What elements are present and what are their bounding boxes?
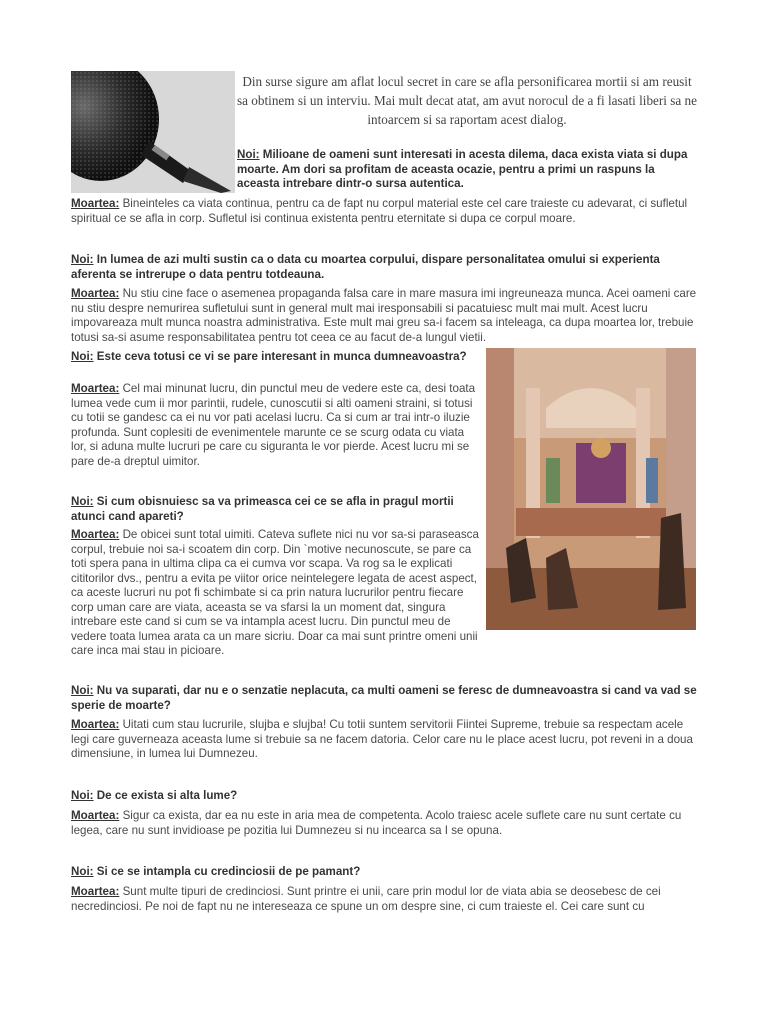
noi-label: Noi: (237, 148, 260, 161)
noi-label: Noi: (71, 865, 94, 878)
question-text: Si cum obisnuiesc sa va primeasca cei ce se afla in pragul mortii atunci cand apareti? (71, 495, 454, 523)
answer-1 (71, 197, 701, 226)
question-7 (71, 865, 701, 880)
moartea-label: Moartea: (71, 382, 120, 395)
answer-text: De obicei sunt total uimiti. Cateva suflete nici nu vor sa-si paraseasca corpul, trebuie noi sa-i scoatem din corp. Din `motive necunoscute, se pare ca toti spera pana in ultima clipa ca ei cumva vor scapa. Va rog sa le explicati cititorilor dvs., pentru a evita pe viitor orice neintelegere legata de acest aspect, ca aceste lucruri nu pot fi schimbate si ca prin natura lucrurilor pentru fiecare corp uman care are viata, aceasta se va sfarsi la un moment dat, singura intrebare este cand si cum se va intampla acest lucru. Din punctul meu de vedere toata lumea arata ca un mare sicriu. Doar ca mai sunt printre omeni unii care inca mai stau in picioare. (71, 528, 479, 657)
answer-text: Bineinteles ca viata continua, pentru ca de fapt nu corpul material este cel care traieste cu adevarat, ci sufletul spiritual ce se afla in corp. Sufletul isi continua existenta pentru eternitate si dupa ce corpul moare. (71, 197, 688, 225)
moartea-label: Moartea: (71, 287, 120, 300)
answer-text: Cel mai minunat lucru, din punctul meu de vedere este ca, desi toata lumea vede cum ii mor parintii, rudele, cunoscutii si alti oameni straini, si totusi cu totii se gandesc ca ei nu vor pati acelasi lucru. Ca si cum ar trai intr-o iluzie profunda. Sunt coplesiti de evenimentele marunte ce se scurg odata cu viata lor, si aduna multe lucruri pe care cu siguranta le vor pierde. Acest lucru mi se pare de-a dreptul uimitor. (71, 382, 476, 468)
noi-label: Noi: (71, 789, 94, 802)
noi-label: Noi: (71, 684, 94, 697)
moartea-label: Moartea: (71, 809, 120, 822)
answer-text: Uitati cum stau lucrurile, slujba e slujba! Cu totii suntem servitorii Fiintei Supreme, trebuie sa respectam acele legi care guverneaza aceasta lume si trebuie sa ne facem datoria. Celor care nu le place acest lucru, pot reveni in a doua dimensiune, in lumea lui Dumnezeu. (71, 718, 693, 760)
question-4 (71, 495, 481, 524)
painting-image (486, 348, 696, 630)
answer-7 (71, 885, 701, 914)
question-5 (71, 684, 701, 713)
question-1 (237, 148, 699, 192)
question-6 (71, 789, 701, 804)
answer-6 (71, 809, 701, 838)
question-text: Este ceva totusi ce vi se pare interesant in munca dumneavoastra? (96, 350, 467, 363)
temple-painting (486, 348, 696, 630)
moartea-label: Moartea: (71, 197, 120, 210)
question-text: Milioane de oameni sunt interesati in acesta dilema, daca exista viata si dupa moarte. Am dori sa profitam de aceasta ocazie, pentru a primi un raspuns la aceasta intrebare dintr-o sursa autentica. (237, 148, 688, 190)
moartea-label: Moartea: (71, 718, 120, 731)
question-3 (71, 350, 481, 365)
intro-paragraph: Din surse sigure am aflat locul secret in care se afla personificarea mortii si am reusit sa obtinem si un interviu. Mai mult decat atat, am avut norocul de a fi lasati liberi sa ne intoarcem si sa raportam acest dialog. (237, 74, 697, 127)
noi-label: Noi: (71, 350, 94, 363)
question-text: Nu va suparati, dar nu e o senzatie neplacuta, ca multi oameni se feresc de dumneavoastra si cand va vad se sperie de moarte? (71, 684, 697, 712)
answer-2 (71, 287, 701, 345)
microphone-icon (71, 71, 235, 193)
question-text: Si ce se intampla cu credinciosii de pe pamant? (96, 865, 361, 878)
answer-4 (71, 528, 483, 659)
moartea-label: Moartea: (71, 885, 120, 898)
answer-text: Sigur ca exista, dar ea nu este in aria mea de competenta. Acolo traiesc acele suflete care nu sunt certate cu legea, care nu sunt invidioase pe pozitia lui Dumnezeu si nu incearca sa I se opuna. (71, 809, 682, 837)
answer-text: Sunt multe tipuri de credinciosi. Sunt printre ei unii, care prin modul lor de viata abia se deosebesc de cei necredinciosi. Pe noi de fapt nu ne intereseaza ce spune un om despre sine, ci cum traieste el. Cei care sunt cu (71, 885, 661, 913)
moartea-label: Moartea: (71, 528, 120, 541)
answer-5 (71, 718, 701, 762)
question-2 (71, 253, 701, 282)
noi-label: Noi: (71, 253, 94, 266)
question-text: De ce exista si alta lume? (96, 789, 238, 802)
answer-3 (71, 382, 481, 469)
noi-label: Noi: (71, 495, 94, 508)
microphone-photo (71, 71, 235, 193)
question-text: In lumea de azi multi sustin ca o data cu moartea corpului, dispare personalitatea omului si experienta aferenta se intrerupe o data pentru totdeauna. (71, 253, 660, 281)
answer-text: Nu stiu cine face o asemenea propaganda falsa care in mare masura imi ingreuneaza munca. Acei oameni care nu stiu despre nemurirea sufletului sunt in general mult mai iresponsabili si pacatuiesc mult mai mult. Acest lucru impovareaza mult munca noastra administrativa. Este mult mai greu sa-i facem sa inteleaga, ca dupa moartea lor, trebuie totusi sa-si asume responsabilitatea pentru tot ceea ce au facut de-a lungul vietii. (71, 287, 697, 344)
